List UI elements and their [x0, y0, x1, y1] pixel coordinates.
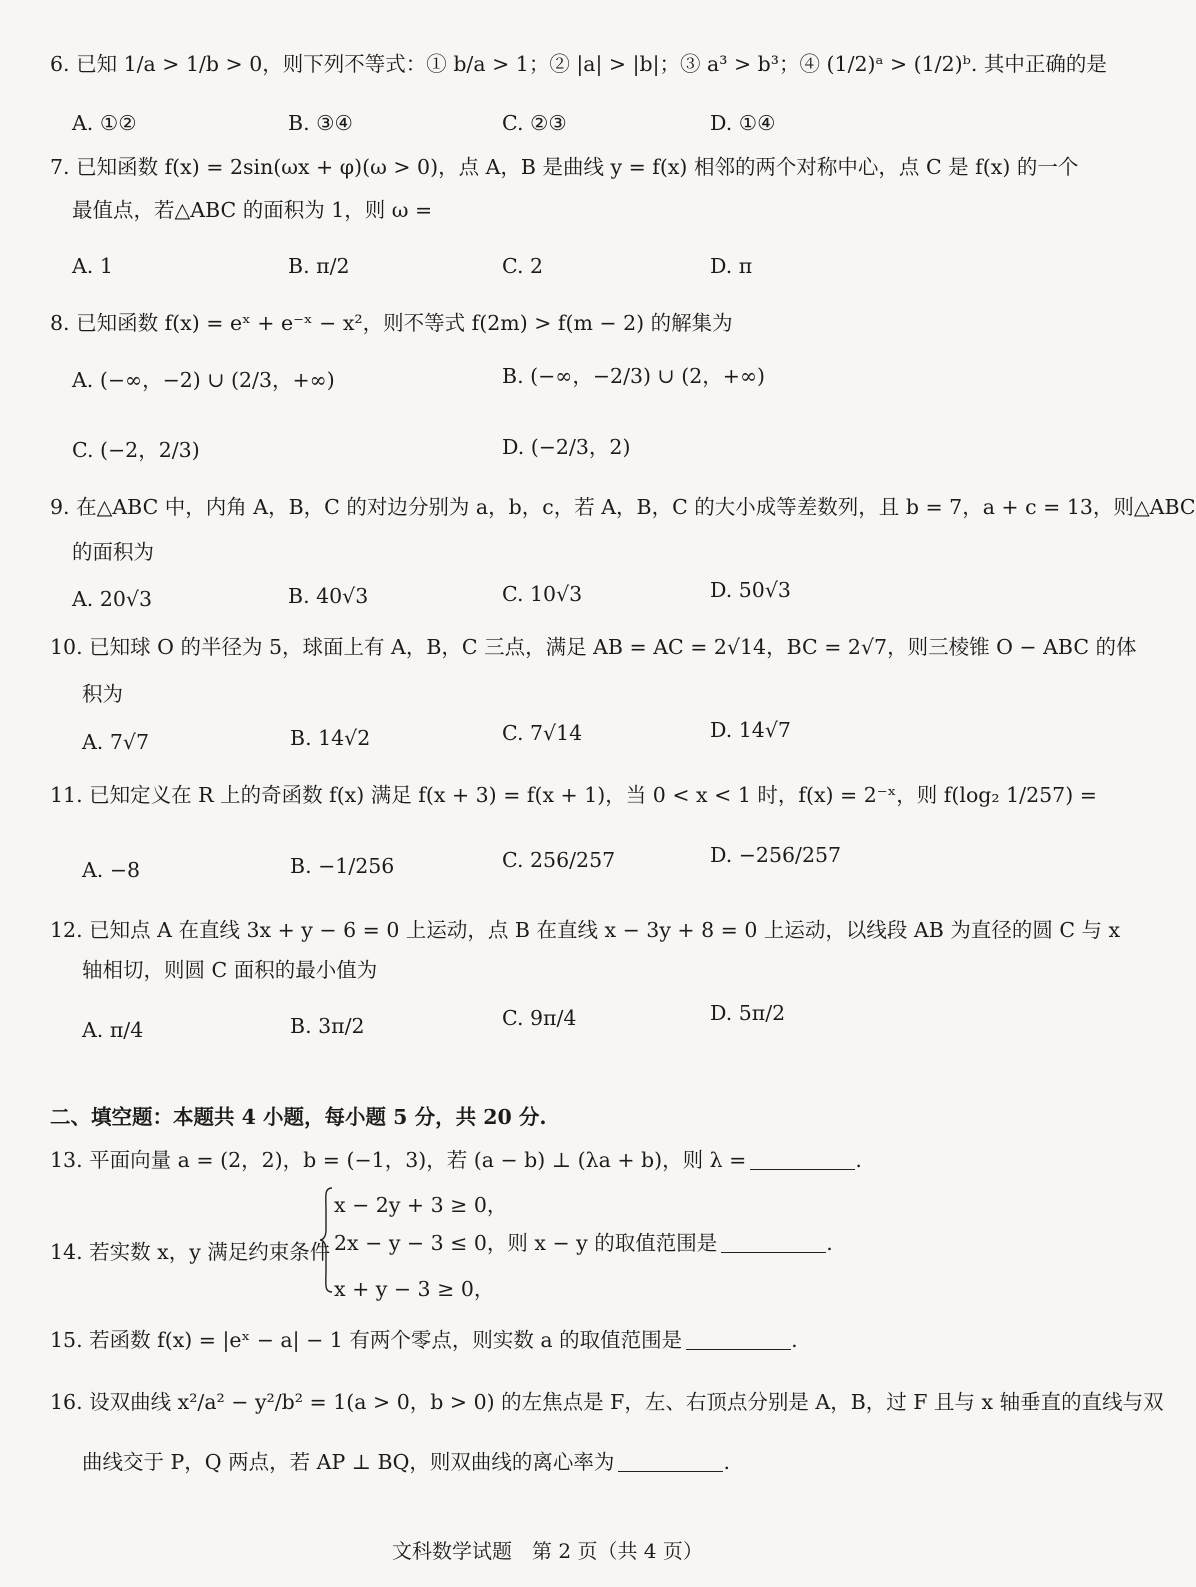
question-7-stem-line1: 7. 已知函数 f(x) = 2sin(ωx + φ)(ω > 0)，点 A，B 是曲线 y = f(x) 相邻的两个对称中心，点 C 是 f(x) 的一个	[50, 155, 1079, 179]
question-7-option-c: C. 2	[502, 254, 544, 278]
question-9-stem-line1: 9. 在△ABC 中，内角 A，B，C 的对边分别为 a，b，c，若 A，B，C 的大小成等差数列，且 b = 7，a + c = 13，则△ABC	[50, 495, 1196, 519]
section-2-heading: 二、填空题：本题共 4 小题，每小题 5 分，共 20 分.	[50, 1105, 547, 1129]
question-12-option-c: C. 9π/4	[502, 1006, 577, 1030]
question-6-option-a: A. ①②	[72, 111, 137, 135]
question-12-option-b: B. 3π/2	[290, 1014, 365, 1038]
question-15-answer-blank[interactable]	[686, 1331, 791, 1350]
question-6-option-d: D. ①④	[710, 111, 776, 135]
question-10-stem-line2: 积为	[82, 682, 123, 706]
question-8-stem: 8. 已知函数 f(x) = eˣ + e⁻ˣ − x²，则不等式 f(2m) > f(m − 2) 的解集为	[50, 311, 733, 335]
question-15-line	[50, 1330, 798, 1351]
question-6-option-b: B. ③④	[288, 111, 353, 135]
question-10-option-c: C. 7√14	[502, 721, 583, 745]
question-14-constraint-2: 2x − y − 3 ≤ 0，则 x − y 的取值范围是	[334, 1231, 718, 1255]
question-7-option-a: A. 1	[72, 254, 113, 278]
question-13-answer-blank[interactable]	[750, 1151, 855, 1170]
question-12-option-d: D. 5π/2	[710, 1001, 786, 1025]
question-11-option-c: C. 256/257	[502, 848, 616, 872]
page-footer: 文科数学试题 第 2 页（共 4 页）	[392, 1539, 703, 1563]
question-7-stem-line2: 最值点，若△ABC 的面积为 1，则 ω =	[72, 198, 433, 222]
question-13-text: 13. 平面向量 a = (2，2)，b = (−1，3)，若 (a − b) ⊥ (λa + b)，则 λ =	[50, 1148, 747, 1172]
question-9-option-c: C. 10√3	[502, 582, 583, 606]
question-13-period: .	[855, 1148, 862, 1172]
question-11-option-d: D. −256/257	[710, 843, 842, 867]
question-8-option-c: C. (−2，2/3)	[72, 438, 200, 462]
question-14-answer-blank[interactable]	[721, 1234, 826, 1253]
question-16-line2	[82, 1452, 730, 1473]
left-brace-icon	[318, 1186, 334, 1294]
question-14-constraint-1: x − 2y + 3 ≥ 0，	[334, 1193, 508, 1217]
question-16-text: 曲线交于 P，Q 两点，若 AP ⊥ BQ，则双曲线的离心率为	[82, 1450, 615, 1474]
question-7-option-d: D. π	[710, 254, 753, 278]
question-6-option-c: C. ②③	[502, 111, 567, 135]
question-11-stem: 11. 已知定义在 R 上的奇函数 f(x) 满足 f(x + 3) = f(x + 1)，当 0 < x < 1 时，f(x) = 2⁻ˣ，则 f(log₂ 1/257) =	[50, 783, 1097, 807]
question-9-option-b: B. 40√3	[288, 584, 369, 608]
question-9-option-d: D. 50√3	[710, 578, 791, 602]
question-11-option-b: B. −1/256	[290, 854, 395, 878]
question-9-stem-line2: 的面积为	[72, 540, 154, 564]
question-10-option-a: A. 7√7	[82, 730, 149, 754]
question-10-option-d: D. 14√7	[710, 718, 791, 742]
question-8-option-d: D. (−2/3，2)	[502, 435, 631, 459]
question-10-option-b: B. 14√2	[290, 726, 371, 750]
question-12-option-a: A. π/4	[82, 1018, 144, 1042]
question-16-period: .	[723, 1450, 730, 1474]
question-12-stem-line2: 轴相切，则圆 C 面积的最小值为	[82, 958, 378, 982]
question-16-stem-line1: 16. 设双曲线 x²/a² − y²/b² = 1(a > 0，b > 0) 的左焦点是 F，左、右顶点分别是 A，B，过 F 且与 x 轴垂直的直线与双	[50, 1390, 1164, 1414]
question-14-period: .	[826, 1231, 833, 1255]
question-6-stem: 6. 已知 1/a > 1/b > 0，则下列不等式：① b/a > 1；② |a| > |b|；③ a³ > b³；④ (1/2)ᵃ > (1/2)ᵇ. 其中正确的是	[50, 52, 1107, 76]
question-15-period: .	[791, 1328, 798, 1352]
question-9-option-a: A. 20√3	[72, 587, 153, 611]
question-15-text: 15. 若函数 f(x) = |eˣ − a| − 1 有两个零点，则实数 a 的取值范围是	[50, 1328, 683, 1352]
question-7-option-b: B. π/2	[288, 254, 350, 278]
question-13-line	[50, 1150, 862, 1171]
question-16-answer-blank[interactable]	[618, 1453, 723, 1472]
question-14-constraint-3: x + y − 3 ≥ 0，	[334, 1277, 495, 1301]
question-8-option-a: A. (−∞，−2) ∪ (2/3，+∞)	[72, 368, 335, 392]
question-12-stem-line1: 12. 已知点 A 在直线 3x + y − 6 = 0 上运动，点 B 在直线 x − 3y + 8 = 0 上运动，以线段 AB 为直径的圆 C 与 x	[50, 918, 1121, 942]
question-11-option-a: A. −8	[82, 858, 141, 882]
question-10-stem-line1: 10. 已知球 O 的半径为 5，球面上有 A，B，C 三点，满足 AB = AC = 2√14，BC = 2√7，则三棱锥 O − ABC 的体	[50, 635, 1137, 659]
question-14-constraint-2-row	[334, 1226, 833, 1256]
question-8-option-b: B. (−∞，−2/3) ∪ (2，+∞)	[502, 364, 766, 388]
question-14-prefix: 14. 若实数 x，y 满足约束条件	[50, 1240, 331, 1264]
constraint-brace	[318, 1186, 334, 1297]
